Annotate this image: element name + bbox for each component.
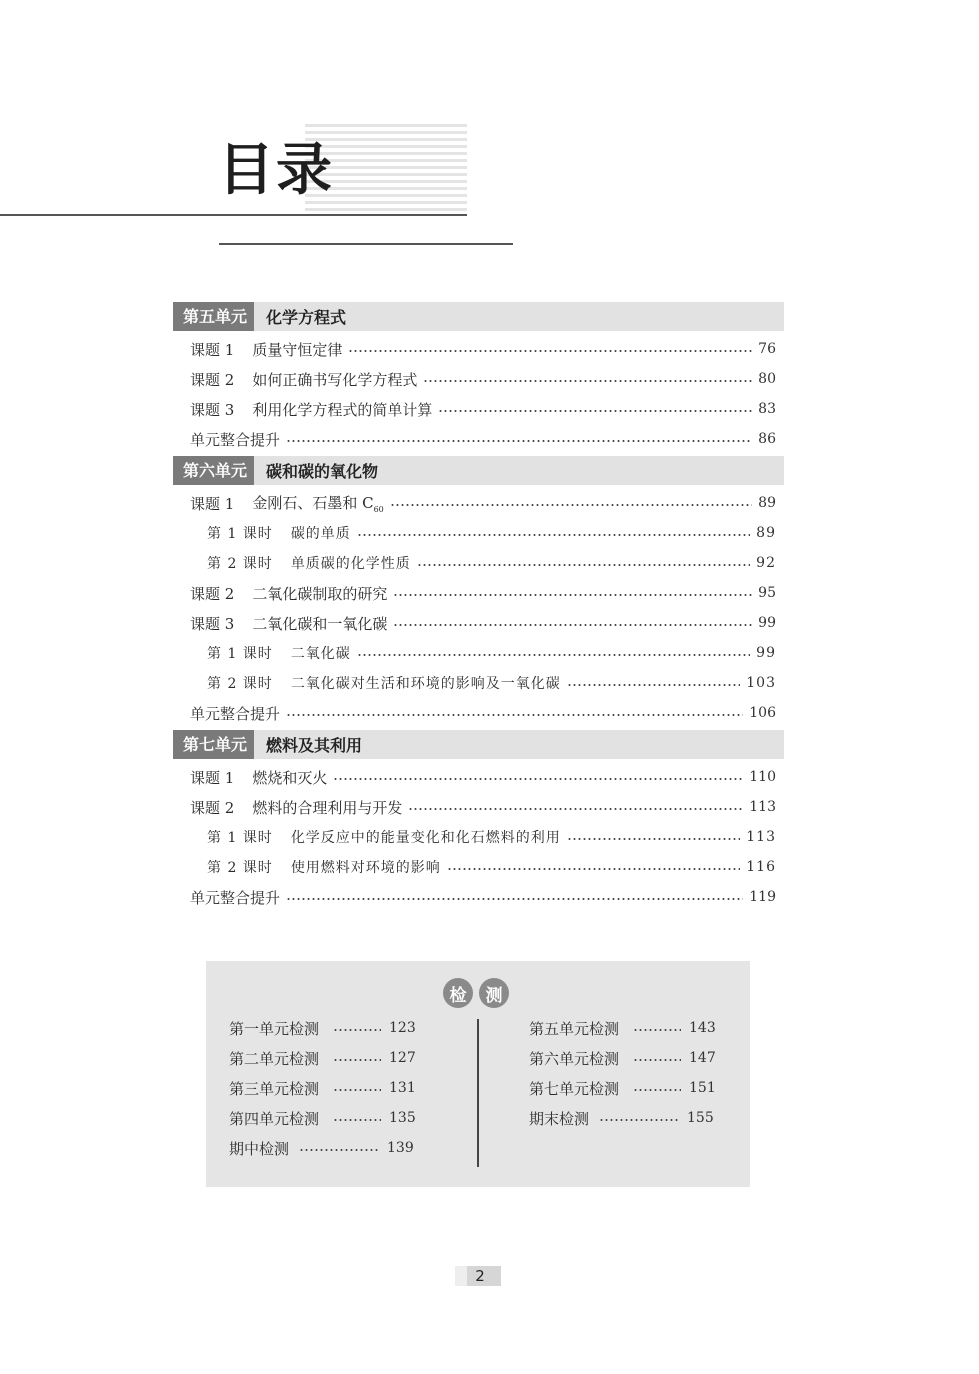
entry-label: 课题 1 xyxy=(190,340,235,359)
entry-label: 期末检测 xyxy=(529,1109,590,1128)
entry-label: 第 2 课时 xyxy=(207,860,273,876)
column-divider xyxy=(477,1019,479,1167)
entry-label: 第一单元检测 xyxy=(229,1019,320,1038)
entry-label: 课题 2 xyxy=(190,798,235,817)
entry-label: 单元整合提升 xyxy=(190,704,281,723)
toc-subentry[interactable] xyxy=(173,518,784,548)
toc-entry[interactable] xyxy=(173,424,784,454)
leader-dots xyxy=(333,1029,381,1031)
toc-subentry[interactable] xyxy=(173,852,784,882)
unit-header xyxy=(173,302,784,331)
leader-dots xyxy=(633,1059,681,1061)
entry-title: 二氧化碳对生活和环境的影响及一氧化碳 xyxy=(290,676,561,692)
toc-entry[interactable] xyxy=(173,334,784,364)
entry-label: 第 1 课时 xyxy=(207,830,273,846)
entry-page: 155 xyxy=(687,1110,714,1126)
entry-label: 课题 3 xyxy=(190,614,235,633)
entry-page: 113 xyxy=(749,799,776,815)
entry-label: 课题 2 xyxy=(190,370,235,389)
entry-title: 使用燃料对环境的影响 xyxy=(290,860,441,876)
toc-entry[interactable] xyxy=(173,488,784,518)
entry-label: 课题 1 xyxy=(190,768,235,787)
entry-label: 单元整合提升 xyxy=(190,888,281,907)
entry-title: 单质碳的化学性质 xyxy=(290,556,411,572)
leader-dots xyxy=(286,440,752,442)
toc-subentry[interactable] xyxy=(173,822,784,852)
table-of-contents xyxy=(173,302,784,912)
page-title: 目录 xyxy=(218,138,334,203)
entry-title: 金刚石、石墨和 $C_{60}$ xyxy=(252,494,384,514)
leader-dots xyxy=(286,714,743,716)
entry-page: 116 xyxy=(746,859,776,875)
entry-label: 单元整合提升 xyxy=(190,430,281,449)
leader-dots xyxy=(438,410,752,412)
check-entry[interactable] xyxy=(529,1043,729,1073)
leader-dots xyxy=(408,808,743,810)
unit-tag: 第五单元 xyxy=(173,302,254,331)
check-heading-char: 检 xyxy=(443,978,473,1008)
entry-label: 期中检测 xyxy=(229,1139,290,1158)
leader-dots xyxy=(333,1089,381,1091)
check-section xyxy=(206,961,750,1187)
header-rule-short xyxy=(219,243,513,245)
entry-label: 课题 1 xyxy=(190,494,235,513)
entry-title: 二氧化碳 xyxy=(290,646,351,662)
check-entry[interactable] xyxy=(529,1013,729,1043)
leader-dots xyxy=(333,1059,381,1061)
entry-label: 第二单元检测 xyxy=(229,1049,320,1068)
leader-dots xyxy=(357,654,750,656)
entry-label: 第 1 课时 xyxy=(207,526,273,542)
leader-dots xyxy=(357,534,750,536)
entry-title: 如何正确书写化学方程式 xyxy=(252,370,418,389)
leader-dots xyxy=(348,350,752,352)
entry-page: 106 xyxy=(749,705,776,721)
leader-dots xyxy=(567,838,740,840)
entry-page: 123 xyxy=(389,1020,416,1036)
subscript: 60 xyxy=(373,505,384,514)
entry-page: 127 xyxy=(389,1050,416,1066)
entry-title: 燃烧和灭火 xyxy=(252,768,328,787)
leader-dots xyxy=(567,684,740,686)
entry-page: 147 xyxy=(689,1050,716,1066)
entry-page: 89 xyxy=(758,495,776,511)
entry-page: 86 xyxy=(758,431,776,447)
leader-dots xyxy=(390,504,752,506)
toc-entry[interactable] xyxy=(173,394,784,424)
check-column-right xyxy=(529,1013,729,1133)
entry-title: 碳的单质 xyxy=(290,526,351,542)
leader-dots xyxy=(333,1119,381,1121)
toc-subentry[interactable] xyxy=(173,638,784,668)
toc-entry[interactable] xyxy=(173,608,784,638)
toc-entry[interactable] xyxy=(173,792,784,822)
leader-dots xyxy=(633,1029,681,1031)
entry-page: 80 xyxy=(758,371,776,387)
check-entry[interactable] xyxy=(229,1133,429,1163)
toc-entry[interactable] xyxy=(173,364,784,394)
entry-page: 95 xyxy=(758,585,776,601)
entry-page: 119 xyxy=(749,889,776,905)
leader-dots xyxy=(633,1089,681,1091)
entry-label: 课题 2 xyxy=(190,584,235,603)
leader-dots xyxy=(286,898,743,900)
leader-dots xyxy=(393,624,752,626)
entry-title: 利用化学方程式的简单计算 xyxy=(252,400,433,419)
entry-page: 99 xyxy=(756,645,776,661)
check-heading xyxy=(443,978,509,1008)
unit-header xyxy=(173,730,784,759)
toc-entry[interactable] xyxy=(173,578,784,608)
check-entry[interactable] xyxy=(529,1103,729,1133)
entry-page: 135 xyxy=(389,1110,416,1126)
entry-title: 燃料的合理利用与开发 xyxy=(252,798,403,817)
leader-dots xyxy=(599,1119,679,1121)
toc-entry[interactable] xyxy=(173,762,784,792)
unit-header xyxy=(173,456,784,485)
check-entry[interactable] xyxy=(229,1103,429,1133)
entry-label: 第七单元检测 xyxy=(529,1079,620,1098)
entry-label: 第 2 课时 xyxy=(207,676,273,692)
entry-label: 课题 3 xyxy=(190,400,235,419)
entry-label: 第六单元检测 xyxy=(529,1049,620,1068)
entry-title: 二氧化碳制取的研究 xyxy=(252,584,388,603)
entry-page: 139 xyxy=(387,1140,414,1156)
entry-label: 第三单元检测 xyxy=(229,1079,320,1098)
toc-entry[interactable] xyxy=(173,698,784,728)
header-rule xyxy=(0,214,467,216)
toc-subentry[interactable] xyxy=(173,548,784,578)
entry-label: 第 1 课时 xyxy=(207,646,273,662)
entry-label: 第四单元检测 xyxy=(229,1109,320,1128)
check-entry[interactable] xyxy=(229,1073,429,1103)
leader-dots xyxy=(447,868,740,870)
page-number: 2 xyxy=(475,1267,485,1285)
entry-page: 110 xyxy=(749,769,776,785)
entry-title: 化学反应中的能量变化和化石燃料的利用 xyxy=(290,830,561,846)
entry-title: 质量守恒定律 xyxy=(252,340,343,359)
leader-dots xyxy=(393,594,752,596)
entry-page: 99 xyxy=(758,615,776,631)
entry-page: 113 xyxy=(746,829,776,845)
leader-dots xyxy=(423,380,752,382)
entry-page: 131 xyxy=(389,1080,416,1096)
check-entry[interactable] xyxy=(529,1073,729,1103)
check-entry[interactable] xyxy=(229,1043,429,1073)
unit-title: 燃料及其利用 xyxy=(266,736,363,755)
check-column-left xyxy=(229,1013,429,1163)
entry-page: 76 xyxy=(758,341,776,357)
leader-dots xyxy=(299,1149,379,1151)
entry-page: 89 xyxy=(756,525,776,541)
toc-subentry[interactable] xyxy=(173,668,784,698)
unit-title: 化学方程式 xyxy=(266,308,347,327)
leader-dots xyxy=(333,778,743,780)
check-heading-char: 测 xyxy=(479,978,509,1008)
unit-title: 碳和碳的氧化物 xyxy=(266,462,379,481)
entry-page: 83 xyxy=(758,401,776,417)
entry-page: 151 xyxy=(689,1080,716,1096)
entry-page: 143 xyxy=(689,1020,716,1036)
entry-page: 103 xyxy=(746,675,776,691)
toc-entry[interactable] xyxy=(173,882,784,912)
entry-label: 第五单元检测 xyxy=(529,1019,620,1038)
unit-tag: 第六单元 xyxy=(173,456,254,485)
unit-tag: 第七单元 xyxy=(173,730,254,759)
check-entry[interactable] xyxy=(229,1013,429,1043)
entry-title: 二氧化碳和一氧化碳 xyxy=(252,614,388,633)
leader-dots xyxy=(417,564,750,566)
entry-page: 92 xyxy=(756,555,776,571)
entry-label: 第 2 课时 xyxy=(207,556,273,572)
